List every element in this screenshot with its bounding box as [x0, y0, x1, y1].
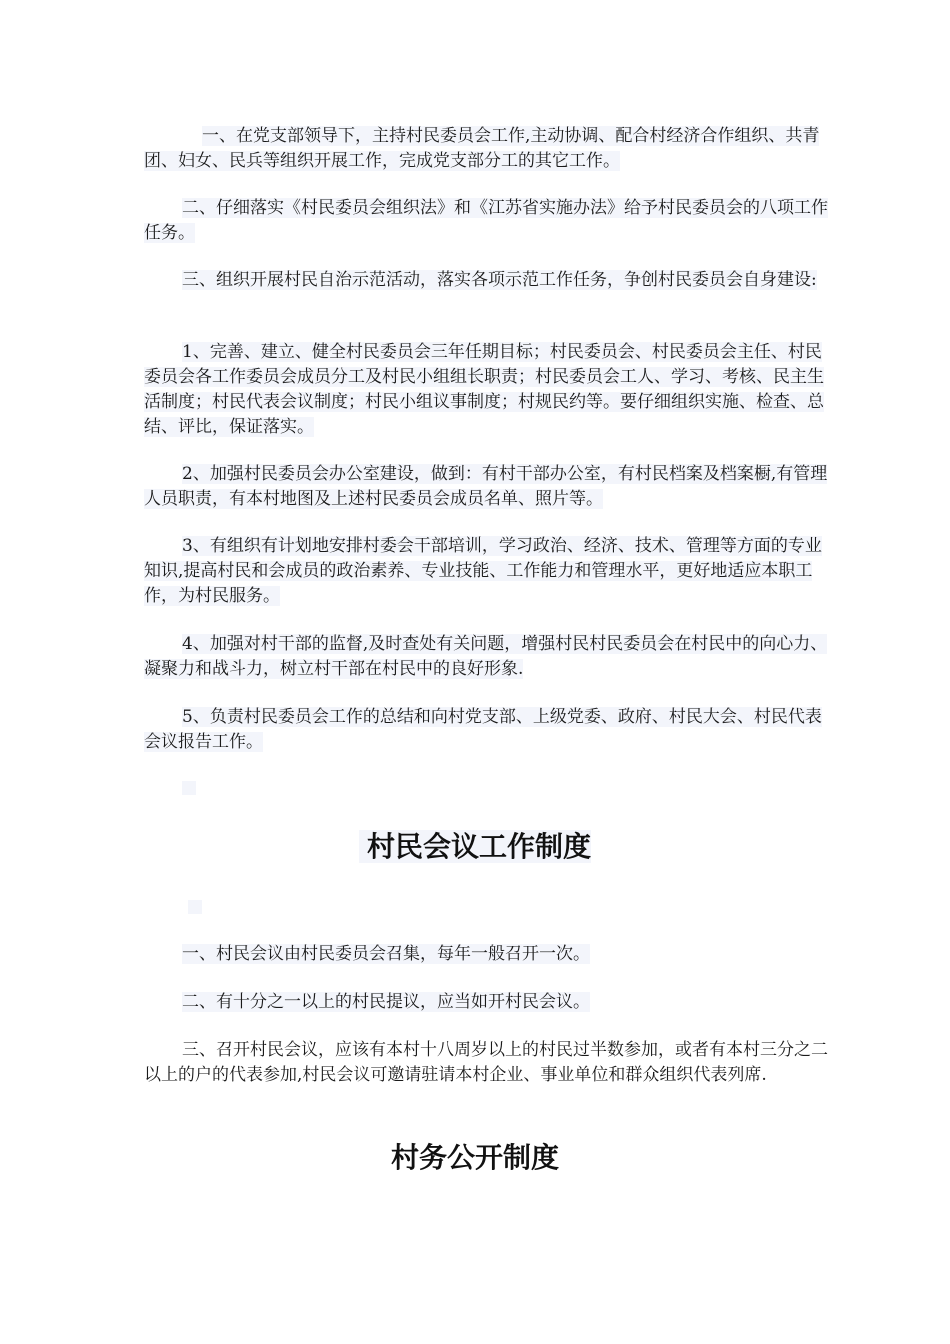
section-title-text: 村务公开制度: [390, 1141, 559, 1174]
paragraph-item-2: [144, 462, 828, 512]
paragraph-item-1: [144, 340, 828, 440]
paragraph-duty-2: [144, 196, 828, 246]
paragraph-text: 3、有组织有计划地安排村委会干部培训，学习政治、经济、技术、管理等方面的专业知识,提高村民和会成员的政治素养、专业技能、工作能力和管理水平，更好地适应本职工作，为村民服务。: [144, 536, 822, 606]
paragraph-item-4: [144, 632, 828, 682]
section-title-text: 村民会议工作制度: [359, 830, 591, 863]
blank-line-mark: [188, 900, 202, 914]
section-title-village-meeting: [0, 829, 950, 865]
paragraph-item-3: [144, 534, 828, 609]
paragraph-text: 2、加强村民委员会办公室建设，做到：有村干部办公室，有村民档案及档案橱,有管理人员职责，有本村地图及上述村民委员会成员名单、照片等。: [144, 464, 828, 509]
paragraph-item-5: [144, 705, 828, 755]
section-title-village-affairs: [0, 1140, 950, 1176]
paragraph-text: 4、加强对村干部的监督,及时查处有关问题，增强村民村民委员会在村民中的向心力、凝聚力和战斗力，树立村干部在村民中的良好形象.: [144, 634, 828, 679]
paragraph-text: 二、仔细落实《村民委员会组织法》和《江苏省实施办法》给予村民委员会的八项工作任务。: [144, 198, 828, 243]
paragraph-duty-3: [144, 268, 828, 293]
paragraph-text: 三、组织开展村民自治示范活动，落实各项示范工作任务，争创村民委员会自身建设:: [182, 270, 817, 290]
paragraph-text: 一、在党支部领导下，主持村民委员会工作,主动协调、配合村经济合作组织、共青团、妇女、民兵等组织开展工作，完成党支部分工的其它工作。: [144, 126, 820, 171]
paragraph-meeting-3: [144, 1038, 828, 1088]
paragraph-text: 5、负责村民委员会工作的总结和向村党支部、上级党委、政府、村民大会、村民代表会议报告工作。: [144, 707, 822, 752]
paragraph-text: 1、完善、建立、健全村民委员会三年任期目标；村民委员会、村民委员会主任、村民委员会各工作委员会成员分工及村民小组组长职责；村民委员会工人、学习、考核、民主生活制度；村民代表会议制度；村民小组议事制度；村规民约等。要仔细组织实施、检查、总结、评比，保证落实。: [144, 342, 824, 437]
blank-line-mark: [182, 781, 196, 795]
paragraph-text: 一、村民会议由村民委员会召集，每年一般召开一次。: [182, 944, 590, 964]
paragraph-meeting-1: [144, 942, 828, 967]
paragraph-text: 三、召开村民会议，应该有本村十八周岁以上的村民过半数参加，或者有本村三分之二以上的户的代表参加,村民会议可邀请驻请本村企业、事业单位和群众组织代表列席.: [144, 1040, 828, 1085]
paragraph-text: 二、有十分之一以上的村民提议，应当如开村民会议。: [182, 992, 590, 1012]
paragraph-duty-1: [144, 124, 828, 174]
paragraph-meeting-2: [144, 990, 828, 1015]
